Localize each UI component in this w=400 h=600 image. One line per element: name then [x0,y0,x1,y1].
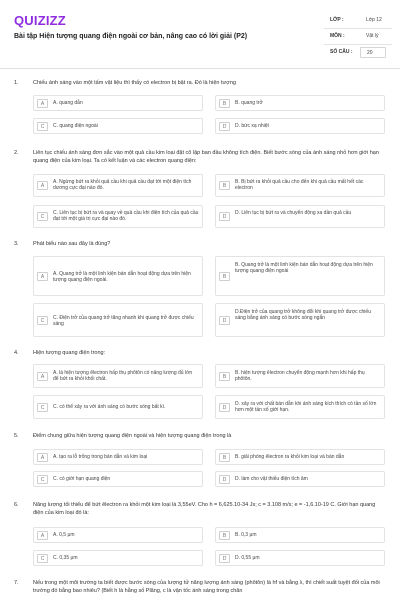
option-letter: D [219,122,230,131]
question-text: Hiện tượng quang điện trong: [33,350,106,356]
question-number: 4. [14,350,19,356]
option-text: B. giải phóng êlectron ra khỏi kim loại và bán dẫn [235,454,345,460]
question-number: 3. [14,241,19,247]
option-text: B. Quang trở là một linh kiện bán dẫn hoạt động dựa trên hiện tượng quang điện ngoài [235,262,373,275]
option-letter: D [219,403,230,412]
question-number: 5. [14,433,19,439]
option-text: D. xảy ra với chất bán dẫn khi ánh sáng kích thích có tần số lớn hơn một tần số giới hạn. [235,401,377,414]
option-text: B. Bị bứt ra khỏi quả cầu cho đến khi quả cầu mất hết các electron [235,179,364,192]
option-text: D. làm cho vật thiếu điện tích âm [235,476,308,482]
quizizz-logo: QUIZIZZ [14,13,66,28]
worksheet-header [0,0,400,68]
option-text: C. Điện trở của quang trở tăng nhanh khi quang trở được chiếu sáng [53,315,194,328]
option-b[interactable] [215,95,385,111]
option-b[interactable] [215,449,385,465]
option-c[interactable] [33,205,203,228]
option-letter: D [219,475,230,484]
worksheet-meta [324,13,392,61]
option-text: C. quang điện ngoài [53,123,98,129]
option-letter: A [37,181,48,190]
page-title: Bài tập Hiện tượng quang điện ngoài cơ bản, nâng cao có lời giải (P2) [14,33,248,40]
option-text: A. là hiện tượng êlectron hấp thụ phôtôn có năng lượng đủ lớn để bứt ra khỏi khối chất. [53,370,193,383]
option-c[interactable] [33,471,203,487]
option-text: B. hiện tượng êlectron chuyển động mạnh hơn khi hấp thụ phôtôn. [235,370,365,383]
option-text: A. 0,5 μm [53,532,75,538]
option-a[interactable] [33,95,203,111]
option-c[interactable] [33,118,203,134]
option-letter: D [219,212,230,221]
question-text: Nếu trong một môi trường ta biết được bước sóng của lượng tử năng lượng ánh sáng (phôtôn) là hf và bằng λ, thì chiết suất tuyệt đối của môi trường đó bằng bao nhiêu? (Biết h là hằng số Plăng, c là vận tốc ánh sáng trong chân [33,580,380,594]
meta-row-class [324,13,392,29]
option-letter: B [219,99,230,108]
option-text: C. có thể xảy ra với ánh sáng có bước sóng bất kì. [53,404,166,410]
option-letter: A [37,372,48,381]
option-c[interactable] [33,550,203,566]
option-text: C. Liên tục bị bứt ra và quay về quả cầu khi điện tích của quả cầu đạt tới một giá trị cực đại nào đó. [53,210,199,223]
option-b[interactable] [215,364,385,388]
option-letter: B [219,372,230,381]
option-a[interactable] [33,449,203,465]
option-a[interactable] [33,174,203,197]
option-letter: B [219,531,230,540]
option-b[interactable] [215,527,385,543]
meta-key: LỚP : [330,17,344,23]
option-letter: B [219,181,230,190]
option-letter: A [37,453,48,462]
option-letter: D [219,554,230,563]
header-divider [0,68,400,69]
question-number: 6. [14,502,19,508]
meta-row-subject [324,29,392,45]
option-text: A. quang dẫn [53,100,83,106]
option-d[interactable] [215,471,385,487]
option-letter: B [219,453,230,462]
option-b[interactable] [215,256,385,296]
option-text: D. bức xạ nhiệt [235,123,269,129]
option-letter: C [37,122,48,131]
option-c[interactable] [33,395,203,419]
option-a[interactable] [33,256,203,296]
option-text: B. quang trở [235,100,263,106]
option-a[interactable] [33,364,203,388]
option-letter: A [37,531,48,540]
meta-value-box [360,47,386,58]
option-text: D.Điện trở của quang trở không đổi khi quang trở được chiếu sáng bằng ánh sáng có bước sóng ngắn [235,309,371,322]
question-text: Điểm chung giữa hiện tượng quang điện ngoài và hiện tượng quang điện trong là [33,433,232,439]
question-number: 7. [14,580,19,586]
option-letter: C [37,316,48,325]
option-d[interactable] [215,395,385,419]
question-text: Năng lượng tối thiểu để bứt êlectron ra khỏi một kim loại là 3,55eV. Cho h = 6,625.10-34 Js; c = 3.108 m/s; e = -1,6.10-19 C. Giới hạn quang điện của kim loại đó là: [33,502,376,516]
option-text: C. 0,35 μm [53,555,78,561]
meta-value: Lớp 12 [366,17,382,23]
question-text: Chiếu ánh sáng vào một tấm vật liệu thì thấy có electron bị bật ra. Đó là hiện tượng [33,80,236,86]
meta-value: Vật lý [366,33,379,39]
question-text: Liên tục chiếu ánh sáng đơn sắc vào một quả cầu kim loại đặt cô lập ban đầu không tích điện. Biết bước sóng của ánh sáng nhỏ hơn giới hạn quang điện của kim loại. Ta có kết luận và các electron quang điện: [33,150,379,164]
option-text: B. 0,3 μm [235,532,257,538]
option-d[interactable] [215,550,385,566]
option-text: D. 0,55 μm [235,555,260,561]
option-letter: A [37,272,48,281]
question-text: Phát biểu nào sau đây là đúng? [33,241,111,247]
option-text: A. Ngừng bứt ra khỏi quả cầu khi quả cầu đạt tới một điện tích dương cực đại nào đó. [53,179,192,192]
meta-row-question-count [324,45,392,61]
option-letter: C [37,403,48,412]
option-text: D. Liên tục bị bứt ra và chuyển động xa dần quả cầu [235,210,352,216]
option-letter: A [37,99,48,108]
option-text: A. Quang trở là một linh kiện bán dẫn hoạt động dựa trên hiện tượng quang điện ngoài. [53,271,191,284]
option-b[interactable] [215,174,385,197]
meta-value: 20 [367,50,373,56]
option-d[interactable] [215,118,385,134]
option-d[interactable] [215,205,385,228]
option-letter: D [219,316,230,325]
meta-key: MÔN : [330,33,345,39]
option-a[interactable] [33,527,203,543]
option-c[interactable] [33,303,203,337]
option-text: C. có giới hạn quang điện [53,476,111,482]
option-text: A. tạo ra lỗ trống trong bán dẫn và kim loại [53,454,148,460]
option-letter: C [37,212,48,221]
option-letter: C [37,554,48,563]
option-letter: C [37,475,48,484]
option-letter: B [219,272,230,281]
question-number: 1. [14,80,19,86]
meta-key: SỐ CÂU : [330,49,353,55]
question-number: 2. [14,150,19,156]
option-d[interactable] [215,303,385,337]
